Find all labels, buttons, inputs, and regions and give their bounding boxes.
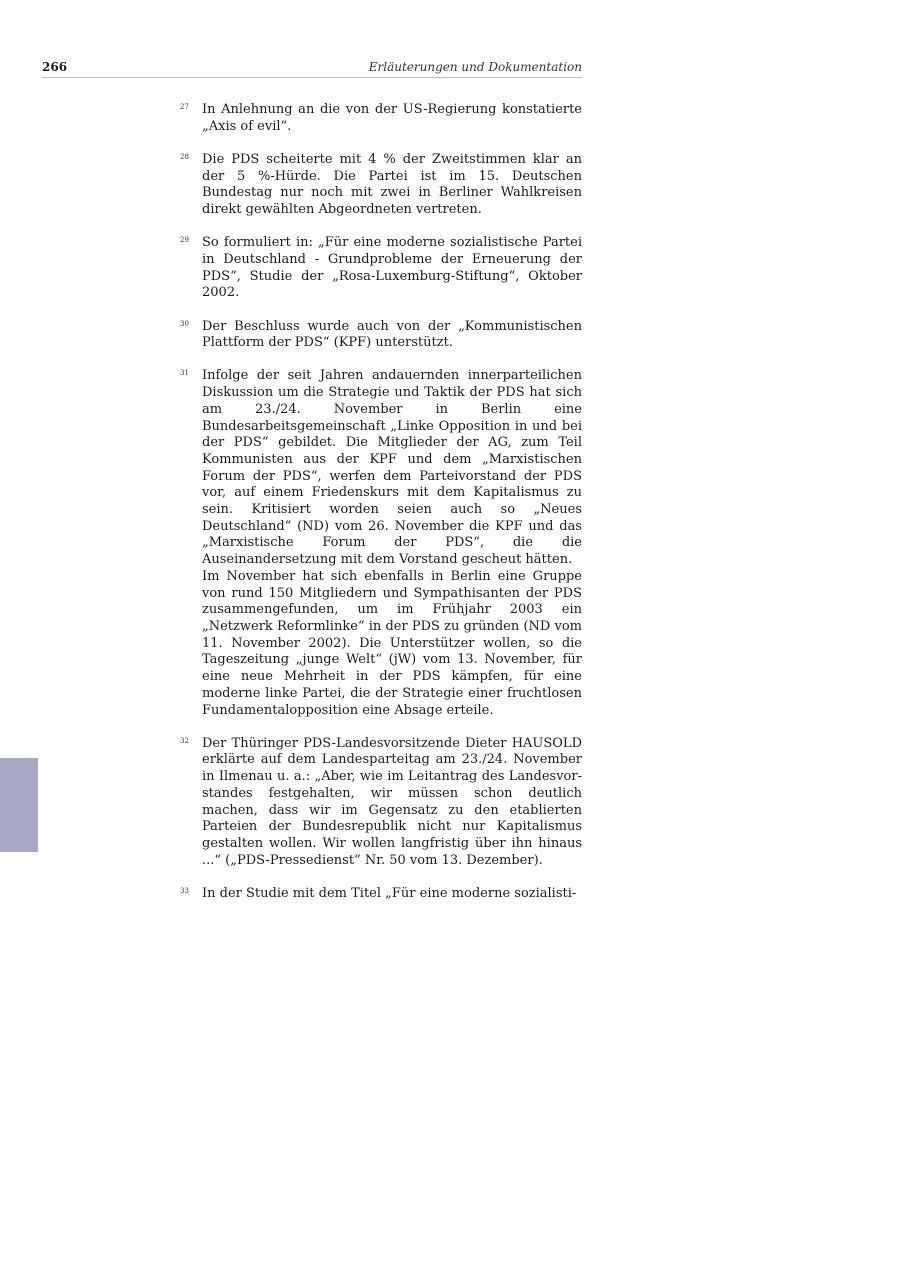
endnote-number: 28: [180, 152, 189, 161]
endnotes-list: [180, 102, 582, 919]
endnote: [180, 736, 582, 870]
endnote: [180, 235, 582, 302]
endnote-text: [202, 736, 582, 870]
endnote-paragraph: Der Thüringer PDS-Landesvorsitzende Dieter HAUSOLD erklärte auf dem Landesparteitag am 23./24. November in Ilmenau u. a.: „Aber, wie im Leitantrag des Landesvorstandes festgehalten, wir müssen schon deutlich machen, dass wir im Gegensatz zu den etablierten Parteien der Bundesrepublik nicht nur Kapitalismus gestalten wollen. Wir wollen langfristig über ihn hinaus ...“ („PDS-Pressedienst“ Nr. 50 vom 13. Dezember).: [202, 735, 582, 868]
endnote: [180, 368, 582, 719]
endnote-number: 33: [180, 886, 189, 895]
endnote-text: [202, 368, 582, 719]
endnote-number: 27: [180, 103, 189, 111]
running-title: Erläuterungen und Dokumentation: [368, 60, 582, 74]
page-number: 266: [42, 60, 68, 74]
endnote-number: 32: [180, 736, 189, 745]
endnote-paragraph: Die PDS scheiterte mit 4 % der Zweitstimmen klar an der 5 %-Hürde. Die Partei ist im 15. Deutschen Bundestag nur noch mit zwei in Berliner Wahlkreisen direkt gewählten Abgeordneten vertreten.: [202, 151, 582, 218]
endnote-text: [202, 319, 582, 352]
chapter-thumb-tab: [0, 758, 38, 852]
endnote-paragraph: Infolge der seit Jahren andauernden innerparteilichen Diskussion um die Strategie und Taktik der PDS hat sich am 23./24. November in Berlin eine Bundesarbeitsgemeinschaft „Linke Opposition in und bei der PDS“ gebildet. Die Mitglieder der AG, zum Teil Kommunisten aus der KPF und dem „Marxistischen Forum der PDS“, werfen dem Parteivorstand der PDS vor, auf einem Friedenskurs mit dem Kapitalismus zu sein. Kritisiert worden seien auch so „Neues Deutschland“ (ND) vom 26. November die KPF und das „Marxistische Forum der PDS“, die die Auseinandersetzung mit dem Vorstand gescheut hätten.: [202, 368, 582, 568]
endnote-text: [202, 152, 582, 219]
endnote-number: 31: [180, 369, 189, 378]
endnote-paragraph: Der Beschluss wurde auch von der „Kommunistischen Plattform der PDS“ (KPF) unterstützt.: [202, 318, 582, 351]
endnote-paragraph: In Anlehnung an die von der US-Regierung konstatierte „Axis of evil“.: [202, 102, 582, 134]
endnote: [180, 152, 582, 219]
endnote-text: [202, 102, 582, 135]
endnote: [180, 102, 582, 135]
endnote-paragraph: Im November hat sich ebenfalls in Berlin eine Gruppe von rund 150 Mitgliedern und Sympathisanten der PDS zusammengefunden, um im Frühjahr 2003 ein „Netzwerk Reformlinke“ in der PDS zu gründen (ND vom 11. November 2002). Die Unterstützer wollen, so die Tageszeitung „junge Welt“ (jW) vom 13. November, für eine neue Mehrheit in der PDS kämpfen, für eine moderne linke Partei, die der Strategie einer fruchtlosen Fundamentalopposition eine Absage erteile.: [202, 568, 582, 718]
endnote-text: [202, 886, 582, 903]
page-header: [42, 59, 582, 78]
endnote-paragraph: So formuliert in: „Für eine moderne sozialistische Partei in Deutschland - Grundprobleme der Erneuerung der PDS“, Studie der „Rosa-Luxemburg-Stiftung“, Oktober 2002.: [202, 235, 582, 301]
endnote-paragraph: In der Studie mit dem Titel „Für eine moderne sozialisti-: [202, 885, 577, 901]
endnote: [180, 319, 582, 352]
endnote-text: [202, 235, 582, 302]
endnote: [180, 886, 582, 903]
endnote-number: 29: [180, 236, 189, 245]
endnote-number: 30: [180, 319, 189, 328]
